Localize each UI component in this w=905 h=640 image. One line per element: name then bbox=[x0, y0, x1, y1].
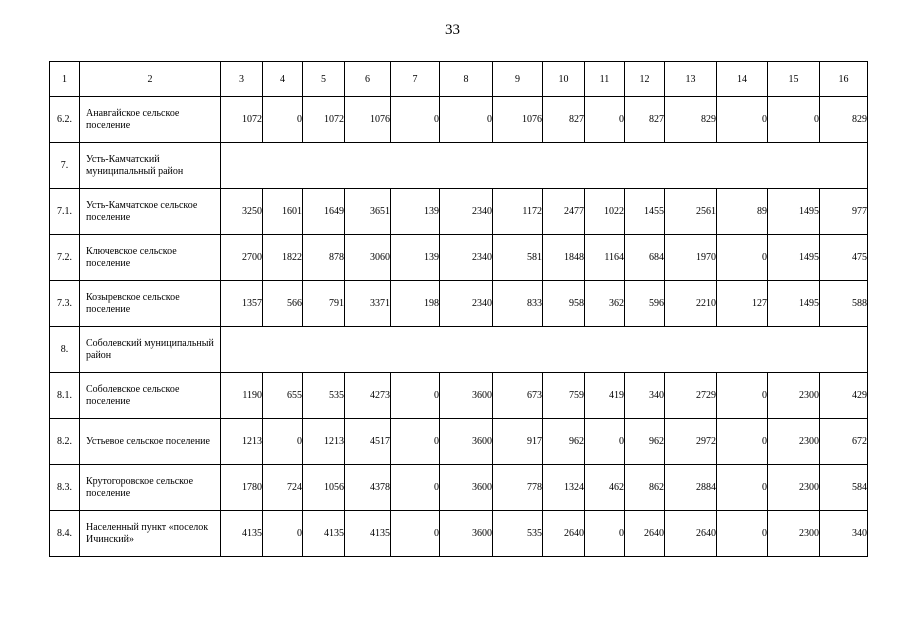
value-cell-col-8: 2340 bbox=[440, 189, 493, 235]
value-cell-col-13: 2972 bbox=[665, 419, 717, 465]
value-cell-col-12: 862 bbox=[625, 465, 665, 511]
value-cell-col-10: 958 bbox=[543, 281, 585, 327]
value-cell-col-15: 2300 bbox=[768, 465, 820, 511]
row-number: 7.2. bbox=[50, 235, 80, 281]
value-cell-col-7: 0 bbox=[391, 511, 440, 557]
row-number: 7.3. bbox=[50, 281, 80, 327]
value-cell-col-12: 340 bbox=[625, 373, 665, 419]
value-cell-col-6: 3371 bbox=[345, 281, 391, 327]
row-name: Устьевое сельское поселение bbox=[80, 419, 221, 465]
column-header-9: 9 bbox=[493, 62, 543, 97]
value-cell-col-13: 2561 bbox=[665, 189, 717, 235]
table-row bbox=[50, 511, 868, 557]
table-row bbox=[50, 373, 868, 419]
value-cell-col-12: 596 bbox=[625, 281, 665, 327]
value-cell-col-6: 4135 bbox=[345, 511, 391, 557]
value-cell-col-14: 0 bbox=[717, 465, 768, 511]
value-cell-col-11: 0 bbox=[585, 97, 625, 143]
section-blank-cell bbox=[221, 143, 868, 189]
value-cell-col-5: 791 bbox=[303, 281, 345, 327]
value-cell-col-3: 1072 bbox=[221, 97, 263, 143]
column-header-1: 1 bbox=[50, 62, 80, 97]
value-cell-col-7: 0 bbox=[391, 97, 440, 143]
row-number: 8.3. bbox=[50, 465, 80, 511]
header-row bbox=[50, 62, 868, 97]
row-number: 8.1. bbox=[50, 373, 80, 419]
value-cell-col-15: 2300 bbox=[768, 511, 820, 557]
column-header-15: 15 bbox=[768, 62, 820, 97]
value-cell-col-11: 1022 bbox=[585, 189, 625, 235]
value-cell-col-8: 3600 bbox=[440, 511, 493, 557]
value-cell-col-4: 1601 bbox=[263, 189, 303, 235]
value-cell-col-16: 829 bbox=[820, 97, 868, 143]
value-cell-col-6: 4378 bbox=[345, 465, 391, 511]
value-cell-col-5: 535 bbox=[303, 373, 345, 419]
value-cell-col-11: 362 bbox=[585, 281, 625, 327]
value-cell-col-7: 0 bbox=[391, 373, 440, 419]
value-cell-col-5: 1213 bbox=[303, 419, 345, 465]
value-cell-col-9: 833 bbox=[493, 281, 543, 327]
value-cell-col-6: 1076 bbox=[345, 97, 391, 143]
value-cell-col-14: 0 bbox=[717, 235, 768, 281]
value-cell-col-7: 0 bbox=[391, 465, 440, 511]
value-cell-col-12: 827 bbox=[625, 97, 665, 143]
row-number: 7.1. bbox=[50, 189, 80, 235]
value-cell-col-13: 1970 bbox=[665, 235, 717, 281]
value-cell-col-15: 2300 bbox=[768, 373, 820, 419]
value-cell-col-3: 1190 bbox=[221, 373, 263, 419]
value-cell-col-8: 3600 bbox=[440, 465, 493, 511]
value-cell-col-9: 673 bbox=[493, 373, 543, 419]
value-cell-col-4: 0 bbox=[263, 419, 303, 465]
value-cell-col-14: 89 bbox=[717, 189, 768, 235]
value-cell-col-6: 3060 bbox=[345, 235, 391, 281]
column-header-6: 6 bbox=[345, 62, 391, 97]
value-cell-col-3: 1213 bbox=[221, 419, 263, 465]
column-header-13: 13 bbox=[665, 62, 717, 97]
row-name: Усть-Камчатское сельское поселение bbox=[80, 189, 221, 235]
data-table bbox=[49, 61, 868, 557]
value-cell-col-11: 1164 bbox=[585, 235, 625, 281]
value-cell-col-14: 127 bbox=[717, 281, 768, 327]
value-cell-col-14: 0 bbox=[717, 97, 768, 143]
value-cell-col-10: 2477 bbox=[543, 189, 585, 235]
value-cell-col-10: 2640 bbox=[543, 511, 585, 557]
value-cell-col-3: 3250 bbox=[221, 189, 263, 235]
value-cell-col-9: 1076 bbox=[493, 97, 543, 143]
value-cell-col-9: 535 bbox=[493, 511, 543, 557]
row-name: Крутогоровское сельское поселение bbox=[80, 465, 221, 511]
row-number: 6.2. bbox=[50, 97, 80, 143]
value-cell-col-4: 0 bbox=[263, 97, 303, 143]
value-cell-col-6: 4517 bbox=[345, 419, 391, 465]
table-row bbox=[50, 189, 868, 235]
column-header-3: 3 bbox=[221, 62, 263, 97]
value-cell-col-10: 759 bbox=[543, 373, 585, 419]
column-header-7: 7 bbox=[391, 62, 440, 97]
column-header-10: 10 bbox=[543, 62, 585, 97]
value-cell-col-5: 1072 bbox=[303, 97, 345, 143]
value-cell-col-15: 1495 bbox=[768, 189, 820, 235]
value-cell-col-16: 475 bbox=[820, 235, 868, 281]
row-name: Ключевское сельское поселение bbox=[80, 235, 221, 281]
value-cell-col-16: 977 bbox=[820, 189, 868, 235]
value-cell-col-9: 1172 bbox=[493, 189, 543, 235]
value-cell-col-13: 2640 bbox=[665, 511, 717, 557]
value-cell-col-9: 581 bbox=[493, 235, 543, 281]
value-cell-col-13: 2210 bbox=[665, 281, 717, 327]
row-name: Усть-Камчатский муниципальный район bbox=[80, 143, 221, 189]
column-header-5: 5 bbox=[303, 62, 345, 97]
value-cell-col-8: 3600 bbox=[440, 419, 493, 465]
row-number: 8.4. bbox=[50, 511, 80, 557]
value-cell-col-4: 566 bbox=[263, 281, 303, 327]
value-cell-col-13: 2729 bbox=[665, 373, 717, 419]
table-row bbox=[50, 465, 868, 511]
value-cell-col-5: 1056 bbox=[303, 465, 345, 511]
row-name: Соболевское сельское поселение bbox=[80, 373, 221, 419]
value-cell-col-16: 429 bbox=[820, 373, 868, 419]
column-header-14: 14 bbox=[717, 62, 768, 97]
row-number: 7. bbox=[50, 143, 80, 189]
value-cell-col-7: 139 bbox=[391, 235, 440, 281]
value-cell-col-16: 584 bbox=[820, 465, 868, 511]
row-name: Соболевский муниципальный район bbox=[80, 327, 221, 373]
row-name: Населенный пункт «поселок Ичинский» bbox=[80, 511, 221, 557]
value-cell-col-11: 462 bbox=[585, 465, 625, 511]
value-cell-col-16: 672 bbox=[820, 419, 868, 465]
table-row bbox=[50, 327, 868, 373]
page-number: 33 bbox=[445, 22, 460, 38]
column-header-12: 12 bbox=[625, 62, 665, 97]
value-cell-col-10: 827 bbox=[543, 97, 585, 143]
value-cell-col-13: 829 bbox=[665, 97, 717, 143]
value-cell-col-8: 0 bbox=[440, 97, 493, 143]
table-row bbox=[50, 281, 868, 327]
table-row bbox=[50, 97, 868, 143]
value-cell-col-9: 778 bbox=[493, 465, 543, 511]
value-cell-col-15: 1495 bbox=[768, 281, 820, 327]
row-number: 8. bbox=[50, 327, 80, 373]
row-name: Козыревское сельское поселение bbox=[80, 281, 221, 327]
table-row bbox=[50, 235, 868, 281]
value-cell-col-14: 0 bbox=[717, 373, 768, 419]
value-cell-col-15: 0 bbox=[768, 97, 820, 143]
value-cell-col-8: 2340 bbox=[440, 281, 493, 327]
value-cell-col-10: 1324 bbox=[543, 465, 585, 511]
value-cell-col-4: 0 bbox=[263, 511, 303, 557]
value-cell-col-5: 1649 bbox=[303, 189, 345, 235]
value-cell-col-8: 3600 bbox=[440, 373, 493, 419]
value-cell-col-10: 1848 bbox=[543, 235, 585, 281]
value-cell-col-12: 2640 bbox=[625, 511, 665, 557]
value-cell-col-12: 962 bbox=[625, 419, 665, 465]
row-name: Анавгайское сельское поселение bbox=[80, 97, 221, 143]
table-row bbox=[50, 143, 868, 189]
value-cell-col-12: 684 bbox=[625, 235, 665, 281]
column-header-8: 8 bbox=[440, 62, 493, 97]
value-cell-col-15: 2300 bbox=[768, 419, 820, 465]
value-cell-col-4: 655 bbox=[263, 373, 303, 419]
value-cell-col-7: 139 bbox=[391, 189, 440, 235]
value-cell-col-7: 0 bbox=[391, 419, 440, 465]
value-cell-col-9: 917 bbox=[493, 419, 543, 465]
value-cell-col-3: 1357 bbox=[221, 281, 263, 327]
value-cell-col-13: 2884 bbox=[665, 465, 717, 511]
column-header-16: 16 bbox=[820, 62, 868, 97]
value-cell-col-6: 3651 bbox=[345, 189, 391, 235]
value-cell-col-10: 962 bbox=[543, 419, 585, 465]
value-cell-col-11: 0 bbox=[585, 419, 625, 465]
section-blank-cell bbox=[221, 327, 868, 373]
value-cell-col-3: 2700 bbox=[221, 235, 263, 281]
value-cell-col-4: 724 bbox=[263, 465, 303, 511]
value-cell-col-6: 4273 bbox=[345, 373, 391, 419]
value-cell-col-16: 588 bbox=[820, 281, 868, 327]
row-number: 8.2. bbox=[50, 419, 80, 465]
value-cell-col-14: 0 bbox=[717, 511, 768, 557]
value-cell-col-16: 340 bbox=[820, 511, 868, 557]
value-cell-col-11: 0 bbox=[585, 511, 625, 557]
column-header-11: 11 bbox=[585, 62, 625, 97]
value-cell-col-8: 2340 bbox=[440, 235, 493, 281]
value-cell-col-3: 1780 bbox=[221, 465, 263, 511]
value-cell-col-12: 1455 bbox=[625, 189, 665, 235]
value-cell-col-11: 419 bbox=[585, 373, 625, 419]
value-cell-col-5: 4135 bbox=[303, 511, 345, 557]
table-row bbox=[50, 419, 868, 465]
value-cell-col-7: 198 bbox=[391, 281, 440, 327]
column-header-2: 2 bbox=[80, 62, 221, 97]
value-cell-col-3: 4135 bbox=[221, 511, 263, 557]
column-header-4: 4 bbox=[263, 62, 303, 97]
value-cell-col-15: 1495 bbox=[768, 235, 820, 281]
value-cell-col-14: 0 bbox=[717, 419, 768, 465]
value-cell-col-4: 1822 bbox=[263, 235, 303, 281]
table-body bbox=[50, 62, 868, 557]
value-cell-col-5: 878 bbox=[303, 235, 345, 281]
